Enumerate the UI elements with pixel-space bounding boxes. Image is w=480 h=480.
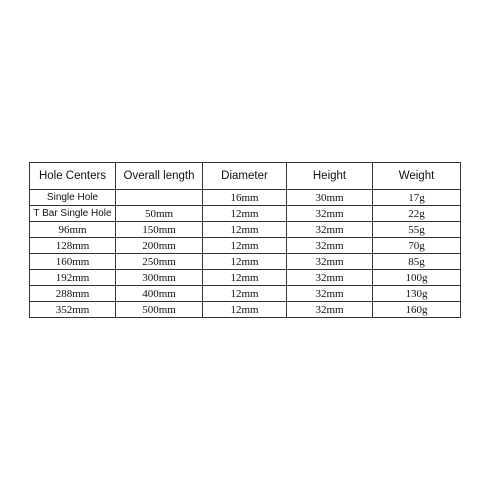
header-overall-length: Overall length: [116, 163, 203, 190]
cell-diameter: 12mm: [203, 206, 287, 222]
cell-overall-length: 500mm: [116, 302, 203, 318]
cell-weight: 85g: [373, 254, 461, 270]
table-header: [30, 163, 461, 190]
cell-height: 32mm: [287, 222, 373, 238]
table-row: [30, 302, 461, 318]
cell-weight: 160g: [373, 302, 461, 318]
cell-overall-length: 50mm: [116, 206, 203, 222]
cell-hole-centers: 128mm: [30, 238, 116, 254]
cell-overall-length: 300mm: [116, 270, 203, 286]
cell-overall-length: 200mm: [116, 238, 203, 254]
cell-hole-centers: T Bar Single Hole: [30, 206, 116, 222]
cell-weight: 17g: [373, 190, 461, 206]
table-row: [30, 222, 461, 238]
cell-height: 32mm: [287, 206, 373, 222]
cell-hole-centers: 352mm: [30, 302, 116, 318]
header-weight: Weight: [373, 163, 461, 190]
header-row: [30, 163, 461, 190]
cell-hole-centers: Single Hole: [30, 190, 116, 206]
table-row: [30, 270, 461, 286]
header-height: Height: [287, 163, 373, 190]
cell-height: 32mm: [287, 286, 373, 302]
cell-diameter: 12mm: [203, 286, 287, 302]
table-row: [30, 238, 461, 254]
table-row: [30, 286, 461, 302]
cell-diameter: 12mm: [203, 222, 287, 238]
table-row: [30, 190, 461, 206]
cell-overall-length: 400mm: [116, 286, 203, 302]
cell-diameter: 12mm: [203, 254, 287, 270]
cell-overall-length: 250mm: [116, 254, 203, 270]
header-diameter: Diameter: [203, 163, 287, 190]
table-row: [30, 206, 461, 222]
cell-weight: 100g: [373, 270, 461, 286]
cell-weight: 130g: [373, 286, 461, 302]
cell-height: 32mm: [287, 238, 373, 254]
cell-hole-centers: 192mm: [30, 270, 116, 286]
spec-table: [29, 162, 461, 318]
cell-weight: 55g: [373, 222, 461, 238]
cell-hole-centers: 96mm: [30, 222, 116, 238]
header-hole-centers: Hole Centers: [30, 163, 116, 190]
cell-diameter: 12mm: [203, 238, 287, 254]
cell-height: 30mm: [287, 190, 373, 206]
cell-height: 32mm: [287, 270, 373, 286]
cell-diameter: 12mm: [203, 270, 287, 286]
table-row: [30, 254, 461, 270]
cell-diameter: 16mm: [203, 190, 287, 206]
cell-hole-centers: 288mm: [30, 286, 116, 302]
cell-weight: 22g: [373, 206, 461, 222]
cell-weight: 70g: [373, 238, 461, 254]
table-body: [30, 190, 461, 318]
cell-height: 32mm: [287, 254, 373, 270]
cell-overall-length: 150mm: [116, 222, 203, 238]
cell-diameter: 12mm: [203, 302, 287, 318]
cell-overall-length: [116, 190, 203, 206]
cell-height: 32mm: [287, 302, 373, 318]
cell-hole-centers: 160mm: [30, 254, 116, 270]
